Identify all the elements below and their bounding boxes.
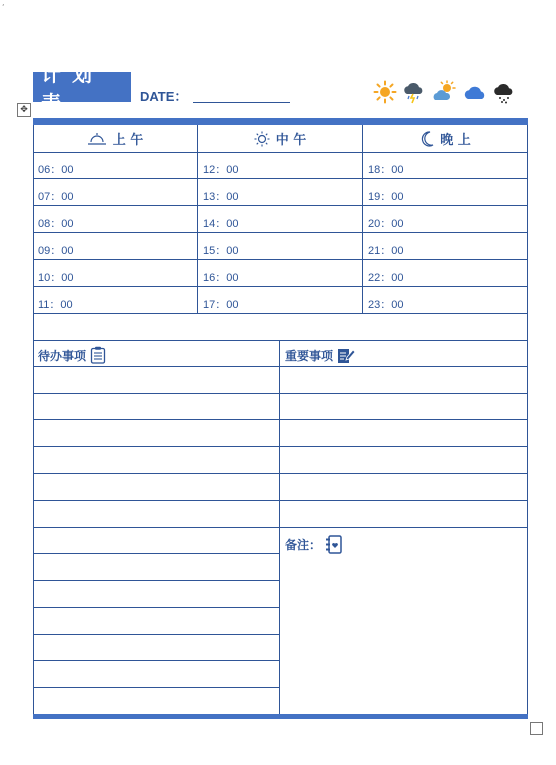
sun-outline-icon: [254, 131, 270, 147]
todo-row[interactable]: [33, 446, 279, 473]
header-noon-label: 中 午: [275, 133, 307, 148]
header-evening-label: 晚 上: [440, 133, 471, 148]
header-morning-label: 上 午: [112, 133, 144, 148]
todo-row[interactable]: [33, 580, 279, 607]
table-move-handle[interactable]: ✥: [17, 103, 31, 117]
corner-mark: ,: [2, 0, 5, 7]
todo-row[interactable]: [33, 500, 279, 527]
time-slot[interactable]: 18：00: [368, 164, 404, 176]
todo-row[interactable]: [33, 607, 279, 634]
sun-icon: [373, 80, 397, 104]
row-divider: [33, 205, 528, 206]
header-noon: [198, 125, 362, 152]
header-morning: [33, 125, 197, 152]
clipboard-icon: [90, 346, 106, 364]
todo-label: 待办事项: [38, 348, 87, 363]
top-accent-bar: [33, 118, 528, 125]
page-title: 计划表: [33, 72, 131, 102]
row-divider: [33, 286, 528, 287]
todo-row[interactable]: [33, 473, 279, 500]
snow-cloud-icon: [493, 80, 517, 104]
time-slot[interactable]: 16：00: [203, 272, 239, 284]
time-slot[interactable]: 23：00: [368, 299, 404, 311]
todo-row[interactable]: [33, 419, 279, 446]
todo-row[interactable]: [33, 634, 279, 660]
important-row[interactable]: [280, 419, 528, 446]
time-slot[interactable]: 11：00: [38, 299, 73, 311]
row-divider: [33, 152, 528, 153]
important-row[interactable]: [280, 366, 528, 393]
partly-sunny-icon: [433, 80, 457, 104]
time-slot[interactable]: 21：00: [368, 245, 404, 257]
notes-area[interactable]: [280, 556, 528, 714]
time-slot[interactable]: 07：00: [38, 191, 74, 203]
time-slot[interactable]: 12：00: [203, 164, 239, 176]
todo-row[interactable]: [33, 687, 279, 714]
header-evening: [363, 125, 528, 152]
important-row[interactable]: [280, 393, 528, 419]
bottom-accent-bar: [33, 714, 528, 719]
todo-header: [38, 346, 106, 364]
time-slot[interactable]: 15：00: [203, 245, 239, 257]
time-slot[interactable]: 17：00: [203, 299, 239, 311]
time-slot[interactable]: 09：00: [38, 245, 74, 257]
notes-label: 备注：: [285, 538, 322, 552]
todo-row[interactable]: [33, 393, 279, 419]
date-label: DATE：: [140, 89, 188, 104]
todo-row[interactable]: [33, 527, 279, 553]
notes-header: [285, 535, 343, 554]
row-divider: [33, 259, 528, 260]
time-slot[interactable]: 19：00: [368, 191, 404, 203]
time-slot[interactable]: 10：00: [38, 272, 74, 284]
edit-note-icon: [337, 346, 355, 364]
important-label: 重要事项: [285, 348, 334, 363]
column-divider: [362, 125, 363, 313]
spacer-row[interactable]: [33, 313, 528, 340]
column-divider: [197, 125, 198, 313]
time-slot[interactable]: 13：00: [203, 191, 239, 203]
row-divider: [33, 232, 528, 233]
date-field[interactable]: [193, 102, 290, 103]
todo-row[interactable]: [33, 553, 279, 580]
important-header: [285, 346, 355, 364]
notebook-heart-icon: [325, 535, 343, 554]
sunrise-icon: [87, 132, 107, 146]
time-slot[interactable]: 06：00: [38, 164, 74, 176]
moon-icon: [420, 131, 434, 147]
time-slot[interactable]: 22：00: [368, 272, 404, 284]
row-divider: [33, 178, 528, 179]
thunderstorm-icon: [402, 80, 426, 104]
time-slot[interactable]: 14：00: [203, 218, 239, 230]
important-row[interactable]: [280, 500, 528, 527]
important-row[interactable]: [280, 446, 528, 473]
todo-row[interactable]: [33, 366, 279, 393]
cloud-icon: [464, 80, 488, 104]
table-resize-handle[interactable]: [530, 722, 543, 735]
time-slot[interactable]: 08：00: [38, 218, 74, 230]
row-divider: [33, 340, 528, 341]
todo-row[interactable]: [33, 660, 279, 687]
time-slot[interactable]: 20：00: [368, 218, 404, 230]
important-row[interactable]: [280, 473, 528, 500]
